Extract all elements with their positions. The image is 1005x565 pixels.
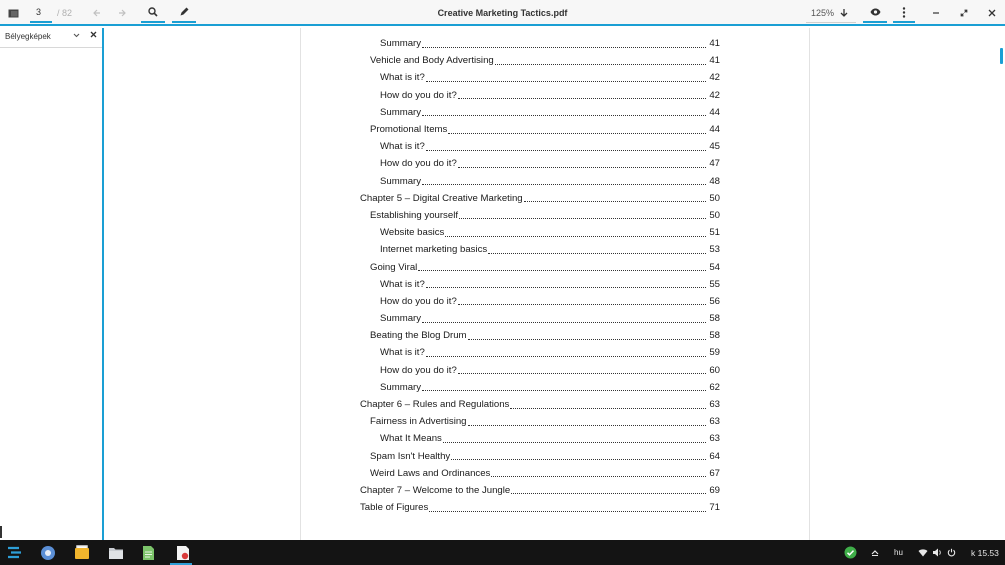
- toc-entry-title: Summary: [380, 313, 422, 325]
- toc-entry-page: 56: [709, 295, 720, 307]
- network-status[interactable]: [918, 540, 928, 565]
- toc-entry-page: 63: [709, 433, 720, 445]
- toc-leader-dots: [488, 244, 706, 254]
- toc-entry-title: Summary: [380, 381, 422, 393]
- minimize-button[interactable]: [928, 3, 944, 23]
- download-button[interactable]: [836, 3, 852, 23]
- toc-entry[interactable]: [360, 173, 720, 190]
- more-vertical-icon: [902, 7, 906, 18]
- close-window-button[interactable]: [984, 3, 1000, 23]
- toc-entry-title: Summary: [380, 175, 422, 187]
- toc-entry[interactable]: [360, 138, 720, 155]
- arrow-left-icon: [92, 8, 102, 18]
- clock[interactable]: k 15.53: [971, 547, 999, 558]
- toc-entry-page: 42: [709, 72, 720, 84]
- toc-entry-title: Summary: [380, 106, 422, 118]
- file-manager-icon: [108, 546, 124, 560]
- toc-entry[interactable]: [360, 362, 720, 379]
- toc-entry[interactable]: [360, 52, 720, 69]
- power-menu[interactable]: [947, 540, 956, 565]
- toc-entry-title: Vehicle and Body Advertising: [370, 55, 494, 67]
- toc-leader-dots: [459, 209, 706, 219]
- toc-entry-title: What is it?: [380, 278, 425, 290]
- toc-entry-title: How do you do it?: [380, 364, 457, 376]
- taskbar-app-pdf-viewer[interactable]: [174, 544, 191, 561]
- toc-leader-dots: [445, 227, 706, 237]
- toc-leader-dots: [458, 158, 706, 168]
- toc-entry-page: 42: [709, 89, 720, 101]
- close-icon: [988, 9, 996, 17]
- sidebar-header: [0, 28, 102, 48]
- toc-entry-title: Table of Figures: [360, 502, 429, 514]
- search-icon: [148, 7, 158, 17]
- toc-entry[interactable]: [360, 87, 720, 104]
- toc-entry-page: 64: [709, 450, 720, 462]
- toc-entry[interactable]: [360, 379, 720, 396]
- toc-entry-page: 51: [709, 227, 720, 239]
- toc-entry-page: 54: [709, 261, 720, 273]
- toc-entry[interactable]: [360, 258, 720, 275]
- text-cursor: [0, 526, 2, 538]
- toc-entry-page: 50: [709, 209, 720, 221]
- document-icon: [142, 545, 155, 561]
- toc-entry[interactable]: [360, 465, 720, 482]
- toc-leader-dots: [458, 89, 706, 99]
- toc-entry[interactable]: [360, 35, 720, 52]
- sidebar-mode-dropdown[interactable]: [73, 31, 80, 41]
- toc-entry-title: How do you do it?: [380, 158, 457, 170]
- annotate-button[interactable]: [172, 3, 196, 23]
- taskbar-app-browser[interactable]: [39, 544, 56, 561]
- volume-control[interactable]: [932, 540, 942, 565]
- document-viewer[interactable]: [106, 28, 1005, 540]
- check-shield-icon: [844, 546, 857, 559]
- toc-entry-page: 45: [709, 141, 720, 153]
- toc-entry[interactable]: [360, 430, 720, 447]
- toc-entry-title: What is it?: [380, 141, 425, 153]
- toc-leader-dots: [422, 313, 706, 323]
- toc-entry-title: Internet marketing basics: [380, 244, 488, 256]
- toc-entry-page: 58: [709, 313, 720, 325]
- sidebar-toggle-button[interactable]: [4, 3, 22, 23]
- toc-leader-dots: [468, 330, 706, 340]
- toc-entry[interactable]: [360, 190, 720, 207]
- toc-entry-page: 50: [709, 192, 720, 204]
- toc-entry[interactable]: [360, 448, 720, 465]
- restore-button[interactable]: [956, 3, 972, 23]
- toc-leader-dots: [426, 347, 706, 357]
- toc-entry-page: 60: [709, 364, 720, 376]
- mail-icon: [74, 545, 90, 560]
- toc-entry[interactable]: [360, 396, 720, 413]
- toc-leader-dots: [448, 124, 706, 134]
- taskbar: [0, 540, 1005, 565]
- toc-entry-page: 69: [709, 484, 720, 496]
- toc-entry-title: Beating the Blog Drum: [370, 330, 467, 342]
- toc-leader-dots: [418, 261, 706, 271]
- toc-entry-title: Fairness in Advertising: [370, 416, 467, 428]
- more-options-button[interactable]: [893, 3, 915, 23]
- toc-leader-dots: [458, 364, 706, 374]
- toc-leader-dots: [422, 381, 706, 391]
- wifi-icon: [918, 549, 928, 557]
- scrollbar-thumb[interactable]: [1000, 48, 1003, 64]
- power-icon: [947, 548, 956, 557]
- toc-entry-title: Spam Isn't Healthy: [370, 450, 451, 462]
- toc-entry[interactable]: [360, 104, 720, 121]
- restore-icon: [960, 9, 968, 17]
- page-number-value: 3: [36, 7, 42, 17]
- toolbar: [0, 0, 1005, 26]
- keyboard-language[interactable]: hu: [894, 548, 903, 557]
- taskbar-app-document[interactable]: [140, 544, 157, 561]
- toc-leader-dots: [511, 484, 706, 494]
- toc-entry[interactable]: [360, 310, 720, 327]
- toc-entry-title: How do you do it?: [380, 89, 457, 101]
- toc-entry-title: What is it?: [380, 72, 425, 84]
- toc-entry[interactable]: [360, 121, 720, 138]
- toc-entry-page: 71: [709, 502, 720, 514]
- toc-leader-dots: [422, 106, 706, 116]
- toc-entry-page: 44: [709, 124, 720, 136]
- toc-entry[interactable]: [360, 499, 720, 516]
- toc-entry-page: 59: [709, 347, 720, 359]
- tray-expand-button[interactable]: [871, 540, 879, 565]
- pencil-icon: [179, 7, 189, 17]
- toc-entry-page: 44: [709, 106, 720, 118]
- toc-leader-dots: [422, 38, 706, 48]
- toc-entry-title: Going Viral: [370, 261, 418, 273]
- toc-entry[interactable]: [360, 241, 720, 258]
- toc-entry[interactable]: [360, 327, 720, 344]
- eye-icon: [870, 8, 881, 16]
- toc-entry-page: 47: [709, 158, 720, 170]
- pdf-viewer-icon: [176, 545, 190, 561]
- toc-leader-dots: [443, 433, 706, 443]
- arrow-down-icon: [839, 8, 849, 18]
- toc-leader-dots: [468, 416, 706, 426]
- toc-entry-title: Weird Laws and Ordinances: [370, 467, 491, 479]
- toc-leader-dots: [426, 72, 706, 82]
- toc-entry-title: What is it?: [380, 347, 425, 359]
- toc-leader-dots: [451, 450, 706, 460]
- next-page-button[interactable]: [113, 3, 131, 23]
- volume-icon: [932, 548, 942, 557]
- toc-entry-page: 41: [709, 55, 720, 67]
- toc-entry[interactable]: [360, 276, 720, 293]
- toc-entry-title: Website basics: [380, 227, 445, 239]
- toc-entry-title: Establishing yourself: [370, 209, 458, 221]
- toc-entry-page: 63: [709, 416, 720, 428]
- arrow-right-icon: [117, 8, 127, 18]
- zoom-value: 125%: [811, 7, 835, 18]
- view-mode-button[interactable]: [863, 3, 887, 23]
- page-total: / 82: [57, 8, 73, 18]
- toc-entry[interactable]: [360, 293, 720, 310]
- sidebar-title: Bélyegképek: [5, 32, 51, 41]
- toc-entry-title: How do you do it?: [380, 295, 457, 307]
- toc-entry-page: 62: [709, 381, 720, 393]
- toc-entry[interactable]: [360, 69, 720, 86]
- toc-entry-title: Promotional Items: [370, 124, 448, 136]
- toc-leader-dots: [495, 55, 706, 65]
- app-launcher-icon: [7, 546, 22, 559]
- close-icon: [90, 31, 97, 38]
- taskbar-app-mail[interactable]: [73, 544, 90, 561]
- taskbar-app-files[interactable]: [107, 544, 124, 561]
- toc-entry-title: Chapter 7 – Welcome to the Jungle: [360, 484, 511, 496]
- document-title: Creative Marketing Tactics.pdf: [437, 8, 568, 18]
- thumbnails-sidebar: [0, 28, 104, 540]
- toc-entry[interactable]: [360, 413, 720, 430]
- toc-entry-title: Summary: [380, 38, 422, 50]
- toc-entry-page: 63: [709, 399, 720, 411]
- toc-entry-page: 55: [709, 278, 720, 290]
- toc-entry-title: Chapter 6 – Rules and Regulations: [360, 399, 510, 411]
- toc-entry-page: 58: [709, 330, 720, 342]
- toc-entry[interactable]: [360, 224, 720, 241]
- sidebar-icon: [8, 9, 19, 18]
- toc-leader-dots: [524, 192, 706, 202]
- toc-entry-page: 48: [709, 175, 720, 187]
- toc-entry-page: 67: [709, 467, 720, 479]
- toc-entry-page: 53: [709, 244, 720, 256]
- toc-entry[interactable]: [360, 344, 720, 361]
- toc-leader-dots: [429, 502, 706, 512]
- toc-leader-dots: [426, 278, 706, 288]
- previous-page-button[interactable]: [88, 3, 106, 23]
- toc-leader-dots: [422, 175, 706, 185]
- toc-entry-page: 41: [709, 38, 720, 50]
- update-status[interactable]: [844, 540, 857, 565]
- chevron-down-icon: [73, 32, 80, 39]
- toc-entry[interactable]: [360, 155, 720, 172]
- sidebar-close-button[interactable]: [90, 30, 97, 41]
- toc-entry-title: What It Means: [380, 433, 442, 445]
- toc-entry[interactable]: [360, 482, 720, 499]
- toc-leader-dots: [426, 141, 706, 151]
- toc-entry-title: Chapter 5 – Digital Creative Marketing: [360, 192, 523, 204]
- table-of-contents: [360, 35, 720, 516]
- app-launcher-button[interactable]: [6, 544, 23, 561]
- toc-entry[interactable]: [360, 207, 720, 224]
- toc-leader-dots: [510, 399, 706, 409]
- toc-leader-dots: [491, 467, 706, 477]
- search-button[interactable]: [141, 3, 165, 23]
- minimize-icon: [932, 9, 940, 17]
- toc-leader-dots: [458, 295, 706, 305]
- page-number-input[interactable]: [30, 3, 52, 23]
- chevron-up-icon: [871, 549, 879, 556]
- pdf-page: [300, 28, 810, 540]
- chromium-icon: [40, 545, 56, 561]
